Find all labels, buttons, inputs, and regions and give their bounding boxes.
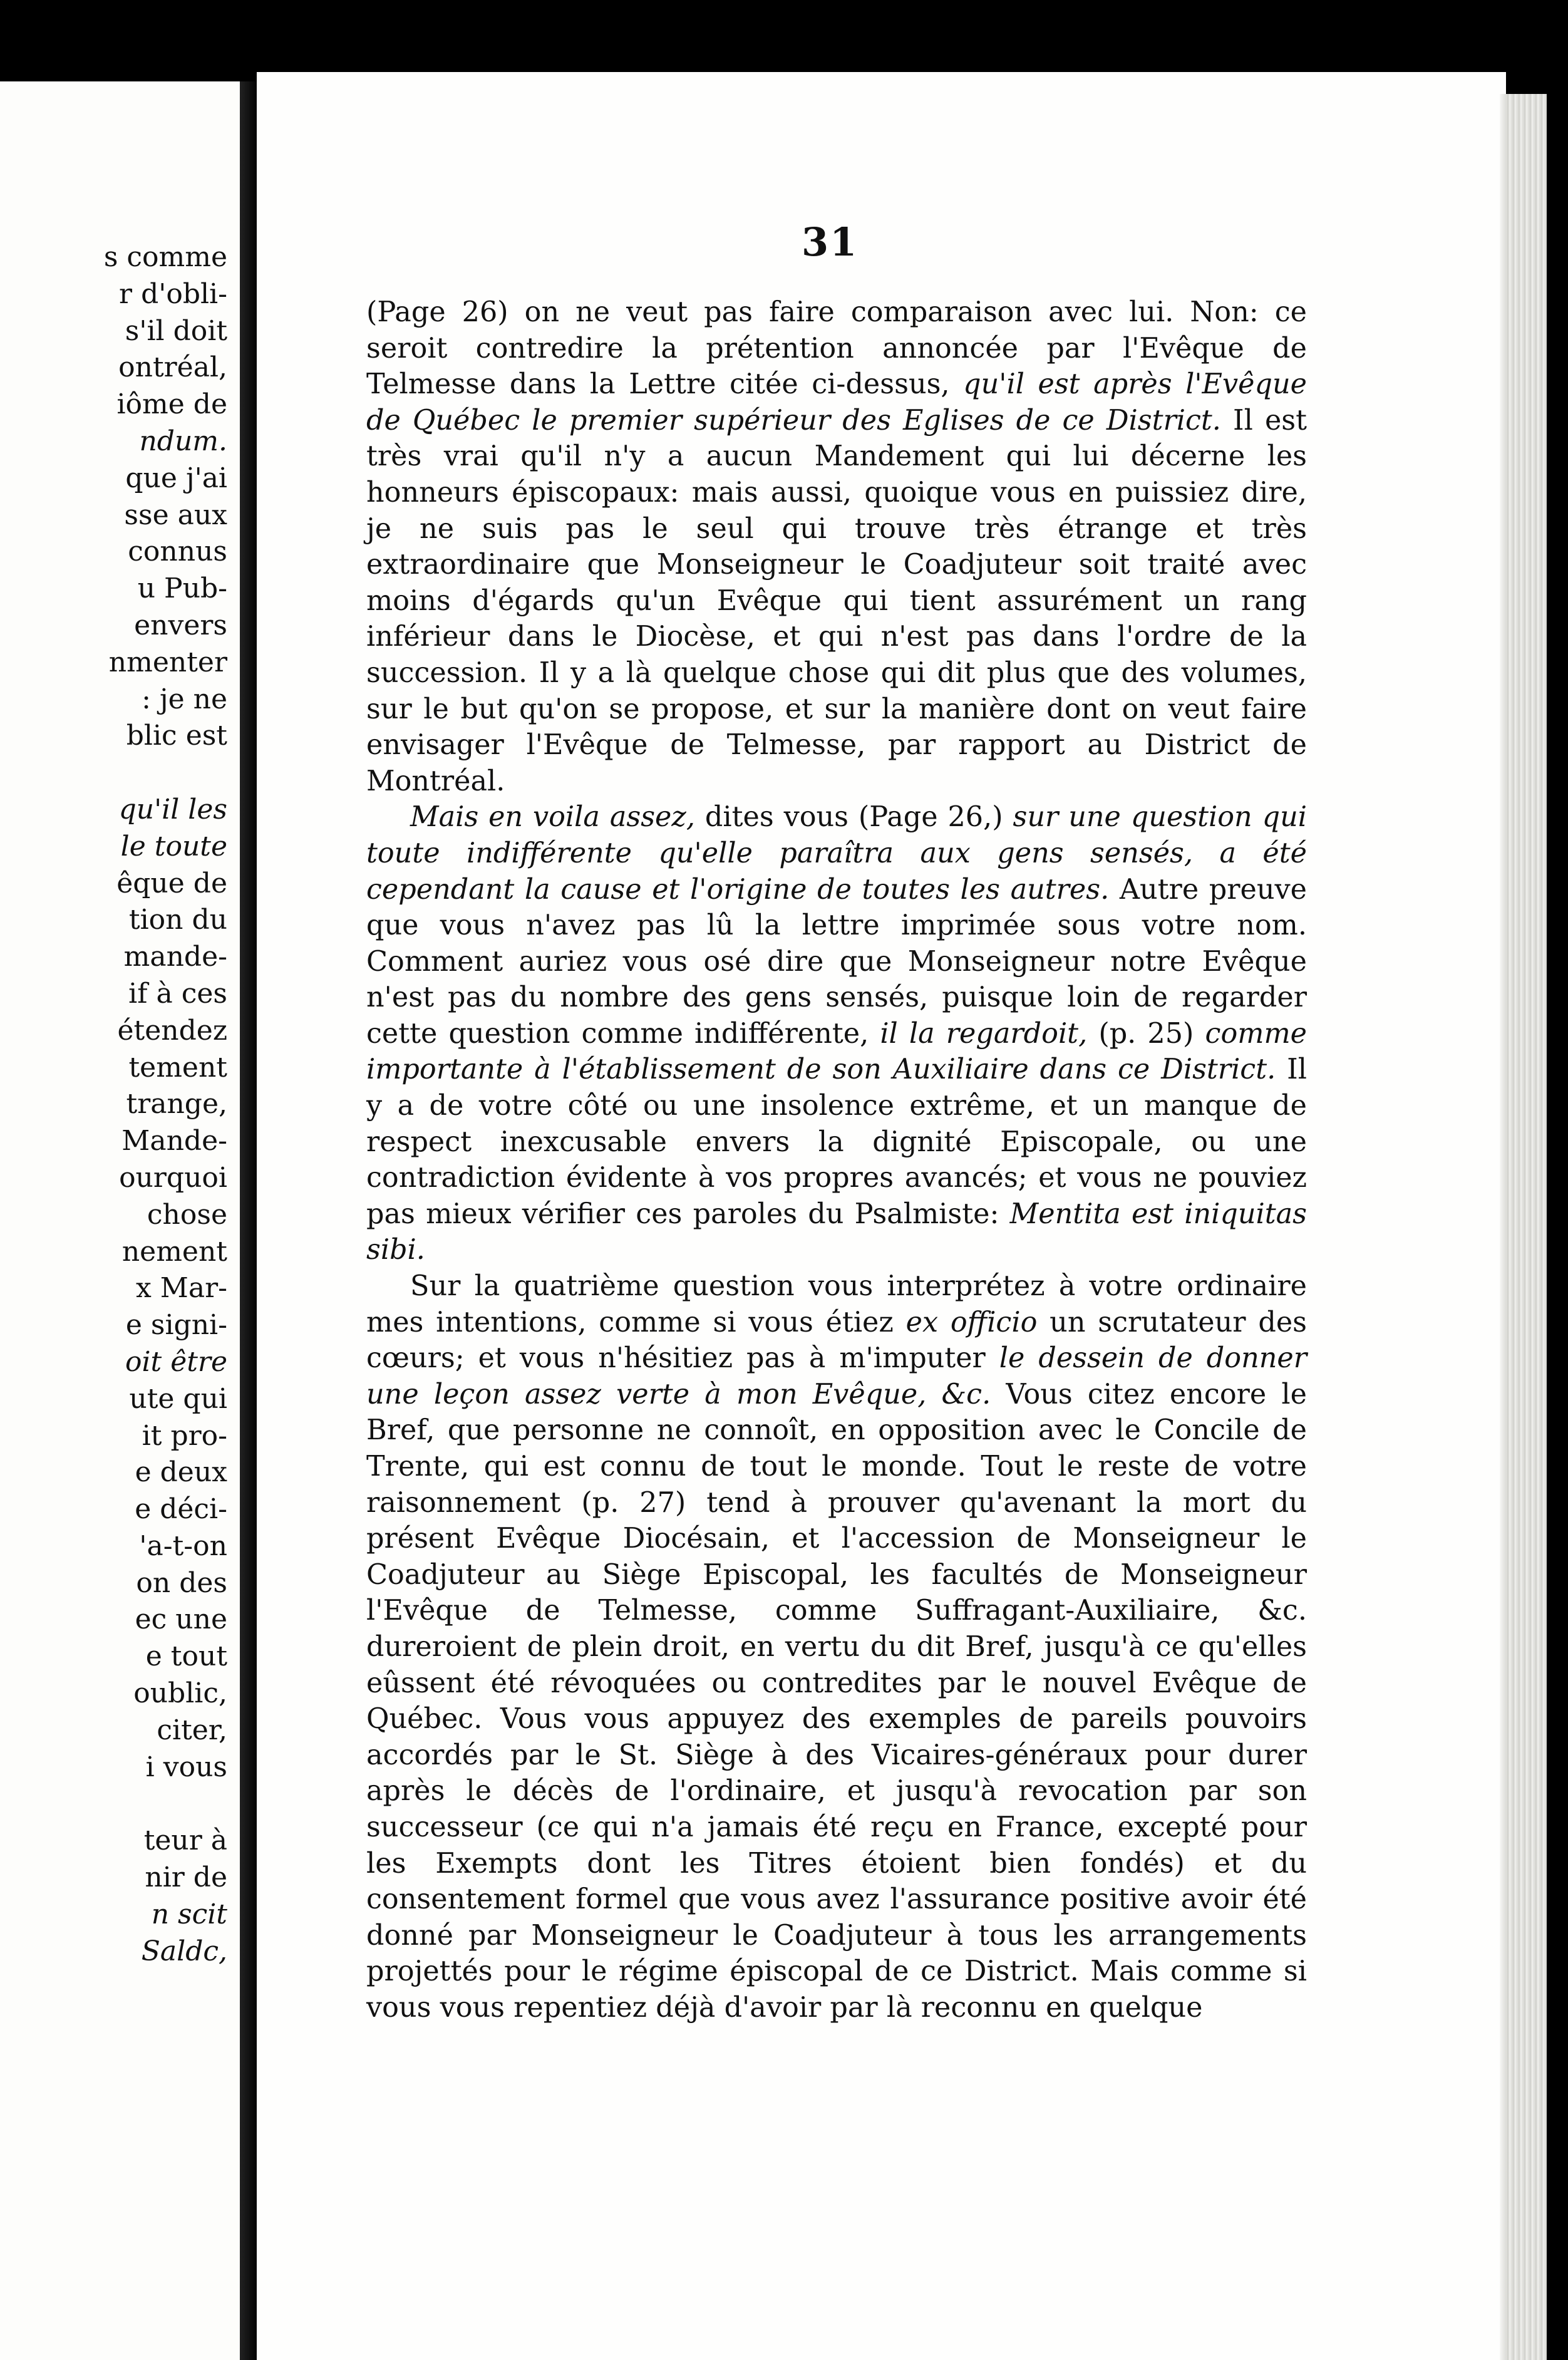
previous-page-line: u Pub-: [137, 572, 227, 605]
previous-page-line: oit être: [125, 1345, 227, 1378]
book-gutter: [240, 81, 259, 2360]
previous-page-line: [14, 1786, 227, 1823]
previous-page-line: le toute: [120, 830, 227, 862]
previous-page-line: s comme: [103, 241, 227, 273]
previous-page-line: if à ces: [128, 977, 227, 1010]
previous-page-line: nmenter: [108, 646, 227, 678]
previous-page-line: it pro-: [142, 1419, 227, 1452]
previous-page-line: tion du: [128, 904, 227, 936]
previous-page-line: Mande-: [121, 1125, 227, 1157]
italic-run: qu'il est après l'Evêque de Québec le premier supérieur des Eglises de ce District.: [366, 368, 1307, 437]
previous-page-line: chose: [147, 1198, 227, 1231]
text-run: Autre preuve que vous n'avez pas lû la lettre imprimée sous votre nom. Comment auriez vous osé dire que Monseigneur notre Evêque n'est pas du nombre des gens sensés, puisque loin de regarder cette question comme indifférente,: [366, 873, 1307, 1050]
previous-page-line: oublic,: [133, 1677, 227, 1710]
previous-page-line: nement: [121, 1235, 227, 1268]
text-run: Vous citez encore le Bref, que personne ne connoît, en opposition avec le Concile de Trente, qui est connu de tout le monde. Tout le reste de votre raisonnement (p. 27) tend à prouver qu'avenant la mort du présent Evêque Diocésain, et l'accession de Monseigneur le Coadjuteur au Siège Episcopal, les facultés de Monseigneur l'Evêque de Telmesse, comme Suffragant-Auxiliaire, &c. dureroient de plein droit, en vertu du dit Bref, jusqu'à ce qu'elles eûssent été révoquées ou contredites par le nouvel Evêque de Québec. Vous vous appuyez des exemples de pareils pouvoirs accordés par le St. Siège à des Vicaires-généraux pour durer après le décès de l'ordinaire, et jusqu'à revocation par son successeur (ce qui n'a jamais été reçu en France, excepté pour les Exempts dont les Titres étoient bien fondés) et du consentement formel que vous avez l'assurance positive avoir été donné par Monseigneur le Coadjuteur à tous les arrangements projettés pour le régime épiscopal de ce District. Mais comme si vous vous repentiez déjà d'avoir par là reconnu en quelque: [366, 1378, 1307, 2024]
previous-page-fragment: [0, 81, 240, 2360]
previous-page-line: connus: [128, 536, 227, 568]
text-run: Sur la quatrième question vous interprétez à votre ordinaire mes intentions, comme si vous étiez: [366, 1270, 1307, 1338]
previous-page-line: que j'ai: [125, 462, 227, 494]
text-run: Il est très vrai qu'il n'y a aucun Mandement qui lui décerne les honneurs épiscopaux: mais aussi, quoique vous en puissiez dire, je ne suis pas le seul qui trouve très étrange et très extraordinaire que Monseigneur le Coadjuteur soit traité avec moins d'égards qu'un Evêque qui tient assurément un rang inférieur dans le Diocèse, et qui n'est pas dans l'ordre de la succession. Il y a là quelque chose qui dit plus que des volumes, sur le but qu'on se propose, et sur la manière dont on veut faire envisager l'Evêque de Telmesse, par rapport au District de Montréal.: [366, 404, 1308, 797]
previous-page-line: i vous: [145, 1751, 227, 1783]
previous-page-line: envers: [134, 609, 227, 641]
previous-page-line: : je ne: [142, 683, 227, 715]
text-run: un scrutateur des cœurs; et vous n'hésitiez pas à m'imputer: [366, 1306, 1307, 1375]
previous-page-line: ec une: [135, 1603, 227, 1636]
previous-page-line: r d'obli-: [119, 277, 227, 310]
text-run: dites vous (Page 26,): [694, 801, 1013, 834]
previous-page-line: teur à: [143, 1824, 227, 1857]
previous-page-line: étendez: [117, 1014, 227, 1047]
previous-page-line: qu'il les: [118, 793, 227, 825]
italic-run: il la regardoit,: [880, 1017, 1088, 1050]
previous-page-line: blic est: [126, 720, 227, 752]
text-run: (Page 26) on ne veut pas faire comparaison avec lui. Non: ce seroit contredire la prétention annoncée par l'Evêque de Telmesse dans la Lettre citée ci-dessus,: [366, 296, 1307, 401]
paragraph-3: [366, 1268, 1307, 2026]
previous-page-line: êque de: [116, 867, 227, 899]
previous-page-line: e déci-: [135, 1493, 227, 1526]
previous-page-line: ute qui: [129, 1382, 227, 1415]
previous-page-line: [14, 755, 227, 792]
previous-page-line: ndum.: [139, 425, 227, 457]
previous-page-line: 'a-t-on: [139, 1529, 227, 1562]
previous-page-line: on des: [136, 1566, 227, 1599]
previous-page-line: e deux: [135, 1456, 227, 1489]
italic-run: Mentita est iniquitas sibi.: [366, 1198, 1307, 1266]
previous-page-line: x Mar-: [136, 1272, 227, 1305]
page-block-edge: [1506, 94, 1547, 2360]
page-body: [366, 294, 1307, 2026]
previous-page-line: nir de: [145, 1861, 227, 1894]
previous-page-line: sse aux: [124, 499, 227, 531]
previous-page-line: e tout: [145, 1640, 227, 1673]
text-run: (p. 25): [1087, 1017, 1205, 1050]
previous-page-line: mande-: [123, 941, 227, 973]
previous-page-line: e signi-: [125, 1309, 227, 1342]
italic-run: comme importante à l'établissement de son Auxiliaire dans ce District.: [366, 1017, 1307, 1086]
page-number: 31: [802, 219, 859, 265]
previous-page-line: n scit: [151, 1898, 227, 1930]
previous-page-line: Saldc,: [141, 1935, 227, 1967]
previous-page-line: citer,: [157, 1714, 227, 1746]
italic-run: sur une question qui toute indifférente qu'elle paraîtra aux gens sensés, a été cependant la cause et l'origine de toutes les autres.: [366, 801, 1307, 906]
previous-page-line: ourquoi: [119, 1161, 227, 1194]
previous-page-line: iôme de: [116, 388, 227, 421]
italic-run: ex officio: [905, 1306, 1038, 1338]
text-run: Il y a de votre côté ou une insolence extrême, et un manque de respect inexcusable envers la dignité Episcopale, ou une contradiction évidente à vos propres avancés; et vous ne pouviez pas mieux vérifier ces paroles du Psalmiste:: [366, 1053, 1307, 1230]
paragraph-1: [366, 294, 1307, 799]
italic-run: le dessein de donner une leçon assez verte à mon Evêque, &c.: [366, 1342, 1307, 1410]
previous-page-line: tement: [128, 1051, 227, 1084]
paragraph-2: [366, 799, 1307, 1268]
italic-run: Mais en voila assez,: [410, 801, 695, 834]
previous-page-line: ontréal,: [118, 351, 227, 384]
previous-page-text: [14, 239, 227, 1970]
previous-page-line: s'il doit: [125, 314, 227, 347]
previous-page-line: trange,: [126, 1088, 227, 1120]
